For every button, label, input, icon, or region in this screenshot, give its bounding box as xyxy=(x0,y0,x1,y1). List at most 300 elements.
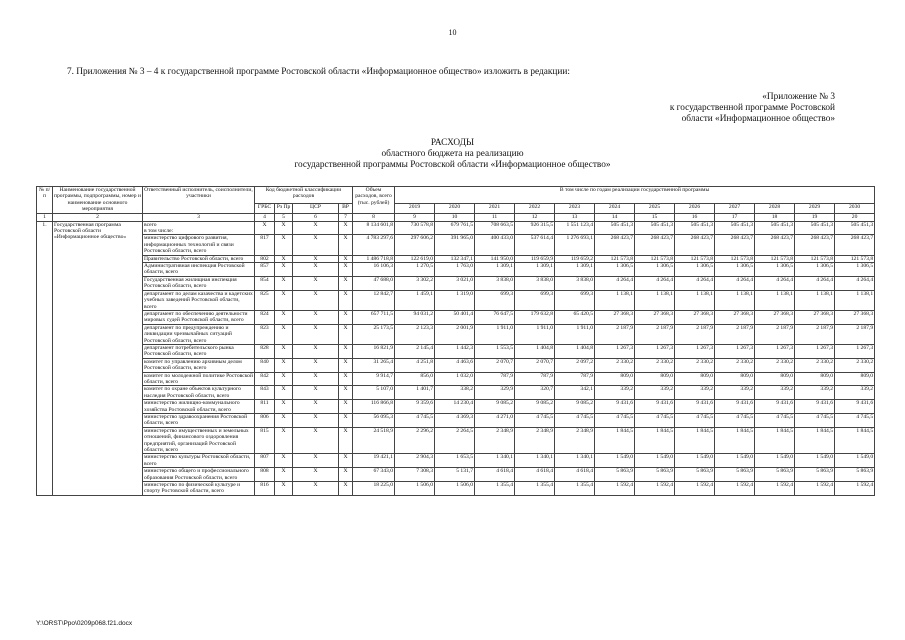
total-cell: 12 842,7 xyxy=(353,290,395,310)
year-value: 342,1 xyxy=(555,386,595,400)
code-csr: X xyxy=(293,414,339,428)
year-value: 339,2 xyxy=(635,386,675,400)
executor-cell: Административная инспекция Ростовской области, всего xyxy=(143,263,255,277)
table-row xyxy=(37,358,875,372)
year-value: 1 267,3 xyxy=(835,344,875,358)
code-csr: X xyxy=(293,235,339,255)
code-csr: X xyxy=(293,255,339,262)
year-value: 9 085,2 xyxy=(515,400,555,414)
code-csr: X xyxy=(293,324,339,344)
table-row xyxy=(37,372,875,386)
year-value: 505 451,3 xyxy=(675,221,715,235)
column-number: 6 xyxy=(293,213,339,221)
table-row xyxy=(37,414,875,428)
year-value: 1 844,5 xyxy=(795,427,835,454)
code-grbs: 802 xyxy=(255,255,275,262)
total-cell: 67 343,0 xyxy=(353,468,395,482)
header-csr: ЦСР xyxy=(293,204,339,213)
year-value: 1 267,3 xyxy=(635,344,675,358)
year-value: 1 306,5 xyxy=(835,263,875,277)
year-value: 1 844,5 xyxy=(635,427,675,454)
year-value: 809,0 xyxy=(675,372,715,386)
code-vr: X xyxy=(339,358,353,372)
column-number: 10 xyxy=(435,213,475,221)
year-value: 1 267,3 xyxy=(595,344,635,358)
header-rzpr: Рз Пр xyxy=(275,204,293,213)
year-value: 2 187,9 xyxy=(635,324,675,344)
year-value: 4 745,5 xyxy=(795,414,835,428)
executor-cell: Государственная жилищная инспекция Ростовской области, всего xyxy=(143,276,255,290)
executor-cell: министерство имущественных и земельных отношений, финансового оздоровления предприятий, организаций Ростовской области, всего xyxy=(143,427,255,454)
code-grbs: 843 xyxy=(255,386,275,400)
year-value: 4 264,4 xyxy=(635,276,675,290)
year-value: 339,2 xyxy=(715,386,755,400)
year-value: 699,3 xyxy=(515,290,555,310)
column-number: 1 xyxy=(37,213,53,221)
year-value: 4 369,3 xyxy=(435,414,475,428)
code-csr: X xyxy=(293,290,339,310)
year-value: 9 431,6 xyxy=(795,400,835,414)
table-row xyxy=(37,235,875,255)
year-value: 2 296,2 xyxy=(395,427,435,454)
year-value: 1 340,1 xyxy=(555,454,595,468)
year-value: 1 306,5 xyxy=(675,263,715,277)
year-value: 1 551 123,4 xyxy=(555,221,595,235)
year-value: 4 618,4 xyxy=(515,468,555,482)
year-value: 1 459,1 xyxy=(395,290,435,310)
year-value: 1 267,3 xyxy=(715,344,755,358)
code-csr: X xyxy=(293,344,339,358)
header-year: 2022 xyxy=(515,204,555,213)
year-value: 329,9 xyxy=(475,386,515,400)
intro-text: 7. Приложения № 3 – 4 к государственной программе Ростовской области «Информационное общество» изложить в редакции: xyxy=(67,67,570,77)
year-value: 9 431,6 xyxy=(755,400,795,414)
year-value: 1 549,0 xyxy=(595,454,635,468)
code-rzpr: X xyxy=(275,358,293,372)
code-rzpr: X xyxy=(275,400,293,414)
executor-cell: департамент потребительского рынка Ростовской области, всего xyxy=(143,344,255,358)
code-grbs: 815 xyxy=(255,427,275,454)
total-cell: 19 421,1 xyxy=(353,454,395,468)
table-row xyxy=(37,482,875,496)
year-value: 809,0 xyxy=(595,372,635,386)
year-value: 730 578,8 xyxy=(395,221,435,235)
expenses-table xyxy=(36,186,875,496)
table-row xyxy=(37,386,875,400)
code-grbs: 823 xyxy=(255,324,275,344)
header-executor: Ответственный исполнитель, соисполнители, участники xyxy=(143,187,255,214)
year-value: 2 187,9 xyxy=(755,324,795,344)
year-value: 1 549,0 xyxy=(715,454,755,468)
column-number: 3 xyxy=(143,213,255,221)
code-csr: X xyxy=(293,386,339,400)
code-vr: X xyxy=(339,372,353,386)
year-value: 2 187,9 xyxy=(715,324,755,344)
total-cell: 9 914,7 xyxy=(353,372,395,386)
year-value: 9 431,6 xyxy=(715,400,755,414)
year-value: 1 355,4 xyxy=(475,482,515,496)
year-value: 1 306,5 xyxy=(595,263,635,277)
header-year: 2024 xyxy=(595,204,635,213)
year-value: 1 267,3 xyxy=(755,344,795,358)
total-cell: 24 518,9 xyxy=(353,427,395,454)
year-value: 2 145,4 xyxy=(395,344,435,358)
year-value: 9 359,6 xyxy=(395,400,435,414)
year-value: 338,2 xyxy=(435,386,475,400)
title-line: областного бюджета на реализацию xyxy=(381,149,524,159)
header-year: 2021 xyxy=(475,204,515,213)
year-value: 2 187,9 xyxy=(835,324,875,344)
header-code: Код бюджетной классификации расходов xyxy=(255,187,353,204)
code-vr: X xyxy=(339,468,353,482)
year-value: 3 838,0 xyxy=(555,276,595,290)
code-grbs: 840 xyxy=(255,358,275,372)
year-value: 121 573,8 xyxy=(675,255,715,262)
code-grbs: 816 xyxy=(255,482,275,496)
column-number: 20 xyxy=(835,213,875,221)
page-number: 10 xyxy=(448,28,457,37)
title-line: государственной программы Ростовской области «Информационное общество» xyxy=(294,160,611,170)
year-value: 122 619,0 xyxy=(395,255,435,262)
year-value: 9 431,6 xyxy=(675,400,715,414)
year-value: 179 632,8 xyxy=(515,310,555,324)
executor-cell: министерство по физической культуре и спорту Ростовской области, всего xyxy=(143,482,255,496)
year-value: 1 267,3 xyxy=(675,344,715,358)
year-value: 121 573,8 xyxy=(755,255,795,262)
column-number: 14 xyxy=(595,213,635,221)
year-value: 4 264,4 xyxy=(755,276,795,290)
code-csr: X xyxy=(293,468,339,482)
code-vr: X xyxy=(339,454,353,468)
code-rzpr: X xyxy=(275,276,293,290)
year-value: 1 844,5 xyxy=(675,427,715,454)
year-value: 141 950,0 xyxy=(475,255,515,262)
executor-cell: министерство жилищно-коммунального хозяйства Ростовской области, всего xyxy=(143,400,255,414)
year-value: 4 745,5 xyxy=(755,414,795,428)
year-value: 1 309,1 xyxy=(555,263,595,277)
year-value: 1 549,0 xyxy=(795,454,835,468)
year-value: 1 138,1 xyxy=(715,290,755,310)
year-value: 2 097,2 xyxy=(555,358,595,372)
code-vr: X xyxy=(339,400,353,414)
header-year: 2023 xyxy=(555,204,595,213)
year-value: 2 070,7 xyxy=(515,358,555,372)
year-value: 339,2 xyxy=(835,386,875,400)
year-value: 5 863,9 xyxy=(795,468,835,482)
year-value: 4 745,5 xyxy=(675,414,715,428)
year-value: 2 330,2 xyxy=(635,358,675,372)
year-value: 699,3 xyxy=(555,290,595,310)
code-grbs: 824 xyxy=(255,310,275,324)
year-value: 505 451,3 xyxy=(755,221,795,235)
total-cell: 657 711,5 xyxy=(353,310,395,324)
column-number: 7 xyxy=(339,213,353,221)
year-value: 2 330,2 xyxy=(675,358,715,372)
code-grbs: 808 xyxy=(255,468,275,482)
year-value: 856,0 xyxy=(395,372,435,386)
year-value: 505 451,3 xyxy=(715,221,755,235)
row-number: 1. xyxy=(37,221,53,495)
column-number: 12 xyxy=(515,213,555,221)
title-line: РАСХОДЫ xyxy=(430,138,475,148)
year-value: 1 401,7 xyxy=(395,386,435,400)
year-value: 4 264,4 xyxy=(675,276,715,290)
executor-cell: комитет по молодежной политике Ростовской области, всего xyxy=(144,372,253,385)
code-grbs: 807 xyxy=(255,454,275,468)
code-csr: X xyxy=(293,372,339,386)
header-year: 2030 xyxy=(835,204,875,213)
year-value: 1 138,1 xyxy=(595,290,635,310)
year-value: 3 302,2 xyxy=(395,276,435,290)
year-value: 119 659,9 xyxy=(515,255,555,262)
code-csr: X xyxy=(293,276,339,290)
column-number: 4 xyxy=(255,213,275,221)
year-value: 4 264,4 xyxy=(715,276,755,290)
year-value: 268 423,7 xyxy=(715,235,755,255)
code-vr: X xyxy=(339,344,353,358)
year-value: 5 863,9 xyxy=(635,468,675,482)
code-rzpr: X xyxy=(275,263,293,277)
executor-cell: всего в том числе: xyxy=(143,221,255,235)
code-grbs: 854 xyxy=(255,276,275,290)
year-value: 1 592,4 xyxy=(595,482,635,496)
year-value: 2 187,9 xyxy=(675,324,715,344)
year-value: 65 420,5 xyxy=(555,310,595,324)
year-value: 4 745,5 xyxy=(635,414,675,428)
header-name: Наименование государственной программы, подпрограммы, номер и наименование основного мероприятия xyxy=(54,187,141,213)
year-value: 268 423,7 xyxy=(635,235,675,255)
year-value: 1 267,3 xyxy=(795,344,835,358)
year-value: 1 844,5 xyxy=(755,427,795,454)
code-rzpr: X xyxy=(275,310,293,324)
header-year: 2019 xyxy=(395,204,435,213)
year-value: 1 404,8 xyxy=(515,344,555,358)
year-value: 1 592,4 xyxy=(795,482,835,496)
year-value: 121 573,8 xyxy=(715,255,755,262)
table-row xyxy=(37,454,875,468)
year-value: 1 844,5 xyxy=(595,427,635,454)
year-value: 1 138,1 xyxy=(635,290,675,310)
year-value: 1 309,1 xyxy=(475,263,515,277)
code-rzpr: X xyxy=(275,372,293,386)
year-value: 9 085,2 xyxy=(475,400,515,414)
code-grbs: 828 xyxy=(255,344,275,358)
year-value: 3 021,0 xyxy=(435,276,475,290)
header-year: 2026 xyxy=(675,204,715,213)
total-cell: 1 486 718,8 xyxy=(353,255,395,262)
header-year: 2028 xyxy=(755,204,795,213)
total-cell: 47 688,0 xyxy=(353,276,395,290)
total-cell: 56 095,3 xyxy=(353,414,395,428)
header-including: В том числе по годам реализации государственной программы xyxy=(395,187,875,204)
year-value: 809,0 xyxy=(795,372,835,386)
code-vr: X xyxy=(339,235,353,255)
year-value: 2 330,2 xyxy=(755,358,795,372)
year-value: 679 761,5 xyxy=(435,221,475,235)
year-value: 1 911,0 xyxy=(475,324,515,344)
year-value: 1 653,5 xyxy=(435,454,475,468)
table-row xyxy=(37,400,875,414)
total-cell: 25 173,5 xyxy=(353,324,395,344)
year-value: 1 549,0 xyxy=(835,454,875,468)
year-value: 50 401,4 xyxy=(435,310,475,324)
code-rzpr: X xyxy=(275,235,293,255)
year-value: 2 070,7 xyxy=(475,358,515,372)
table-row xyxy=(37,468,875,482)
code-rzpr: X xyxy=(275,255,293,262)
column-number: 17 xyxy=(715,213,755,221)
total-cell: 18 225,0 xyxy=(353,482,395,496)
year-value: 505 451,3 xyxy=(595,221,635,235)
table-row xyxy=(37,344,875,358)
code-vr: X xyxy=(339,263,353,277)
executor-cell: департамент по обеспечению деятельности мировых судей Ростовской области, всего xyxy=(143,310,255,324)
appendix-line: области «Информационное общество» xyxy=(681,114,835,124)
code-vr: X xyxy=(339,427,353,454)
year-value: 4 264,4 xyxy=(835,276,875,290)
year-value: 2 330,2 xyxy=(835,358,875,372)
year-value: 76 647,5 xyxy=(475,310,515,324)
year-value: 505 451,3 xyxy=(835,221,875,235)
code-rzpr: X xyxy=(275,427,293,454)
year-value: 339,2 xyxy=(675,386,715,400)
year-value: 1 138,1 xyxy=(795,290,835,310)
year-value: 27 368,3 xyxy=(795,310,835,324)
year-value: 5 863,9 xyxy=(755,468,795,482)
code-vr: X xyxy=(339,255,353,262)
table-row xyxy=(37,290,875,310)
year-value: 1 138,1 xyxy=(835,290,875,310)
code-rzpr: X xyxy=(275,324,293,344)
year-value: 1 911,0 xyxy=(515,324,555,344)
year-value: 787,9 xyxy=(555,372,595,386)
year-value: 1 306,5 xyxy=(635,263,675,277)
code-grbs: X xyxy=(255,221,275,235)
column-number: 11 xyxy=(475,213,515,221)
header-grbs: ГРБС xyxy=(255,204,275,213)
column-number-row xyxy=(37,213,875,221)
year-value: 1 592,4 xyxy=(675,482,715,496)
code-vr: X xyxy=(339,386,353,400)
year-value: 121 573,8 xyxy=(795,255,835,262)
year-value: 121 573,8 xyxy=(595,255,635,262)
year-value: 339,2 xyxy=(595,386,635,400)
year-value: 320,7 xyxy=(515,386,555,400)
year-value: 809,0 xyxy=(835,372,875,386)
year-value: 5 863,9 xyxy=(595,468,635,482)
year-value: 9 085,2 xyxy=(555,400,595,414)
header-total: Объем расходов, всего (тыс. рублей) xyxy=(353,187,395,214)
year-value: 708 663,5 xyxy=(475,221,515,235)
year-value: 1 592,4 xyxy=(635,482,675,496)
year-value: 4 618,4 xyxy=(475,468,515,482)
year-value: 4 745,5 xyxy=(555,414,595,428)
year-value: 268 423,7 xyxy=(675,235,715,255)
year-value: 699,3 xyxy=(475,290,515,310)
code-rzpr: X xyxy=(275,386,293,400)
code-vr: X xyxy=(339,221,353,235)
code-rzpr: X xyxy=(275,482,293,496)
year-value: 27 368,3 xyxy=(635,310,675,324)
header-year: 2029 xyxy=(795,204,835,213)
total-cell: 8 134 601,8 xyxy=(353,221,395,235)
year-value: 1 592,4 xyxy=(715,482,755,496)
code-vr: X xyxy=(339,414,353,428)
year-value: 27 368,3 xyxy=(715,310,755,324)
table-row xyxy=(37,427,875,454)
code-csr: X xyxy=(293,358,339,372)
year-value: 119 659,2 xyxy=(555,255,595,262)
year-value: 787,9 xyxy=(515,372,555,386)
year-value: 4 271,0 xyxy=(475,414,515,428)
year-value: 268 423,7 xyxy=(595,235,635,255)
code-vr: X xyxy=(339,324,353,344)
year-value: 1 553,5 xyxy=(475,344,515,358)
total-cell: 4 783 297,6 xyxy=(353,235,395,255)
year-value: 1 032,0 xyxy=(435,372,475,386)
year-value: 1 138,1 xyxy=(675,290,715,310)
table-row xyxy=(37,255,875,262)
year-value: 4 264,4 xyxy=(795,276,835,290)
code-grbs: 811 xyxy=(255,400,275,414)
code-csr: X xyxy=(293,482,339,496)
total-cell: 116 866,8 xyxy=(353,400,395,414)
column-number: 9 xyxy=(395,213,435,221)
year-value: 1 549,0 xyxy=(675,454,715,468)
year-value: 4 463,6 xyxy=(435,358,475,372)
code-rzpr: X xyxy=(275,414,293,428)
column-number: 2 xyxy=(53,213,143,221)
year-value: 1 506,0 xyxy=(435,482,475,496)
code-grbs: 857 xyxy=(255,263,275,277)
code-rzpr: X xyxy=(275,221,293,235)
code-csr: X xyxy=(293,263,339,277)
code-csr: X xyxy=(293,400,339,414)
year-value: 27 368,3 xyxy=(835,310,875,324)
year-value: 94 031,2 xyxy=(395,310,435,324)
file-path: Y:\ORST\Ppo\0209p068.f21.docx xyxy=(36,620,133,627)
year-value: 27 368,3 xyxy=(675,310,715,324)
year-value: 4 264,4 xyxy=(595,276,635,290)
header-num: № п/п xyxy=(37,187,53,214)
table-row xyxy=(37,221,875,235)
header-vr: ВР xyxy=(339,204,353,213)
code-grbs: 806 xyxy=(255,414,275,428)
year-value: 268 423,7 xyxy=(835,235,875,255)
executor-cell: департамент по делам казачества и кадетских учебных заведений Ростовской области, всего xyxy=(144,290,253,310)
year-value: 4 745,5 xyxy=(835,414,875,428)
total-cell: 16 106,3 xyxy=(353,263,395,277)
year-value: 505 451,3 xyxy=(795,221,835,235)
table-row xyxy=(37,310,875,324)
year-value: 1 549,0 xyxy=(635,454,675,468)
column-number: 18 xyxy=(755,213,795,221)
year-value: 1 844,5 xyxy=(715,427,755,454)
year-value: 4 745,5 xyxy=(715,414,755,428)
year-value: 1 306,5 xyxy=(755,263,795,277)
year-value: 121 573,8 xyxy=(835,255,875,262)
year-value: 1 592,4 xyxy=(755,482,795,496)
year-value: 2 348,9 xyxy=(475,427,515,454)
year-value: 2 348,9 xyxy=(515,427,555,454)
year-value: 5 863,9 xyxy=(835,468,875,482)
year-value: 4 618,4 xyxy=(555,468,595,482)
year-value: 27 368,3 xyxy=(755,310,795,324)
program-name: Государственная программа Ростовской области «Информационное общество» xyxy=(53,221,143,495)
year-value: 926 315,5 xyxy=(515,221,555,235)
year-value: 1 355,4 xyxy=(515,482,555,496)
year-value: 1 549,0 xyxy=(755,454,795,468)
